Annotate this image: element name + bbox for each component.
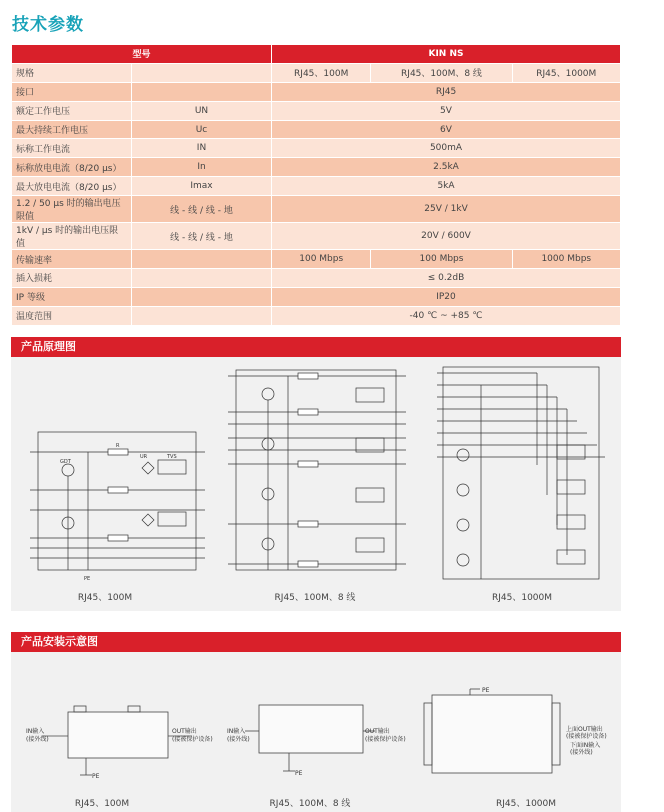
row-label: 1.2 / 50 μs 时的输出电压限值 <box>12 196 132 223</box>
row-symbol: Imax <box>132 177 272 196</box>
install-in-label-1: IN输入 <box>26 728 45 735</box>
schematic-1000m <box>437 365 607 585</box>
table-row <box>12 63 621 82</box>
row-value: 100 Mbps <box>371 250 512 269</box>
row-value: 20V / 600V <box>272 223 621 250</box>
table-row <box>12 196 621 223</box>
install-top-out: 上面OUT输出 <box>566 726 603 733</box>
row-value: 5V <box>272 101 621 120</box>
table-row <box>12 287 621 306</box>
row-label: IP 等级 <box>12 287 132 306</box>
table-row <box>12 269 621 288</box>
row-label: 传输速率 <box>12 250 132 269</box>
row-value: 1000 Mbps <box>512 250 620 269</box>
install-caption-3: RJ45、1000M <box>495 799 557 809</box>
install-pe-3: PE <box>482 687 490 694</box>
principle-caption-3: RJ45、1000M <box>491 593 553 603</box>
table-row <box>12 120 621 139</box>
install-section-bar: 产品安装示意图 <box>11 632 621 652</box>
row-label: 规格 <box>12 63 132 82</box>
install-pe-2: PE <box>295 770 303 777</box>
row-symbol <box>132 250 272 269</box>
table-header-label: 型号 <box>12 45 272 64</box>
ur-label: UR <box>140 454 148 460</box>
row-symbol <box>132 82 272 101</box>
table-row <box>12 177 621 196</box>
install-out-sub-2: (接被保护设备) <box>365 736 406 743</box>
resistor-label: R <box>116 443 120 449</box>
row-label: 标称放电电流（8/20 μs） <box>12 158 132 177</box>
install-in-sub-1: (接外线) <box>26 736 49 743</box>
table-row <box>12 101 621 120</box>
row-value: RJ45 <box>272 82 621 101</box>
table-row <box>12 250 621 269</box>
row-label: 插入损耗 <box>12 269 132 288</box>
install-caption-2: RJ45、100M、8 线 <box>269 799 351 809</box>
row-symbol: IN <box>132 139 272 158</box>
tvs-label: TVS <box>167 454 177 460</box>
row-value: RJ45、100M <box>272 63 371 82</box>
row-value: 25V / 1kV <box>272 196 621 223</box>
row-value: RJ45、1000M <box>512 63 620 82</box>
row-label: 最大放电电流（8/20 μs） <box>12 177 132 196</box>
row-label: 温度范围 <box>12 306 132 325</box>
row-label: 接口 <box>12 82 132 101</box>
row-value: ≤ 0.2dB <box>272 269 621 288</box>
install-out-sub-1: (接被保护设备) <box>172 736 213 743</box>
install-in-sub-2: (接外线) <box>227 736 250 743</box>
row-value: 2.5kA <box>272 158 621 177</box>
install-in-label-2: IN输入 <box>227 728 246 735</box>
install-out-label-2: OUT输出 <box>365 728 390 735</box>
spec-table <box>11 44 621 326</box>
install-device-100m-8line <box>225 695 425 785</box>
pe-label: PE <box>84 576 91 582</box>
install-device-100m <box>22 700 222 785</box>
row-value: 500mA <box>272 139 621 158</box>
row-symbol <box>132 269 272 288</box>
table-row <box>12 158 621 177</box>
row-label: 1kV / μs 时的输出电压限值 <box>12 223 132 250</box>
principle-section-bar: 产品原理图 <box>11 337 621 357</box>
schematic-100m <box>30 430 210 585</box>
table-row <box>12 306 621 325</box>
row-label: 最大持续工作电压 <box>12 120 132 139</box>
table-header-row <box>12 45 621 64</box>
gdt-label: GDT <box>60 459 71 465</box>
install-bottom-in: 下面IN输入 <box>570 742 601 749</box>
row-value: 6V <box>272 120 621 139</box>
install-pe-1: PE <box>92 773 100 780</box>
table-header-value: KIN NS <box>272 45 621 64</box>
row-value: 5kA <box>272 177 621 196</box>
schematic-100m-8line <box>228 368 408 583</box>
table-row <box>12 82 621 101</box>
principle-caption-1: RJ45、100M <box>77 593 133 603</box>
row-symbol: In <box>132 158 272 177</box>
row-value: -40 ℃ ~ +85 ℃ <box>272 306 621 325</box>
row-symbol <box>132 306 272 325</box>
principle-caption-2: RJ45、100M、8 线 <box>274 593 356 603</box>
row-value: RJ45、100M、8 线 <box>371 63 512 82</box>
install-device-1000m <box>420 685 620 785</box>
install-out-label-1: OUT输出 <box>172 728 197 735</box>
row-symbol: 线 - 线 / 线 - 地 <box>132 196 272 223</box>
row-value: IP20 <box>272 287 621 306</box>
table-row <box>12 139 621 158</box>
install-bottom-in-sub: (接外线) <box>570 749 593 756</box>
row-symbol <box>132 63 272 82</box>
row-label: 标称工作电流 <box>12 139 132 158</box>
row-symbol: UN <box>132 101 272 120</box>
install-caption-1: RJ45、100M <box>74 799 130 809</box>
table-row <box>12 223 621 250</box>
row-symbol <box>132 287 272 306</box>
row-symbol: 线 - 线 / 线 - 地 <box>132 223 272 250</box>
row-value: 100 Mbps <box>272 250 371 269</box>
install-top-out-sub: (接被保护设备) <box>566 733 607 740</box>
row-label: 额定工作电压 <box>12 101 132 120</box>
page-title: 技术参数 <box>12 15 84 35</box>
row-symbol: Uc <box>132 120 272 139</box>
